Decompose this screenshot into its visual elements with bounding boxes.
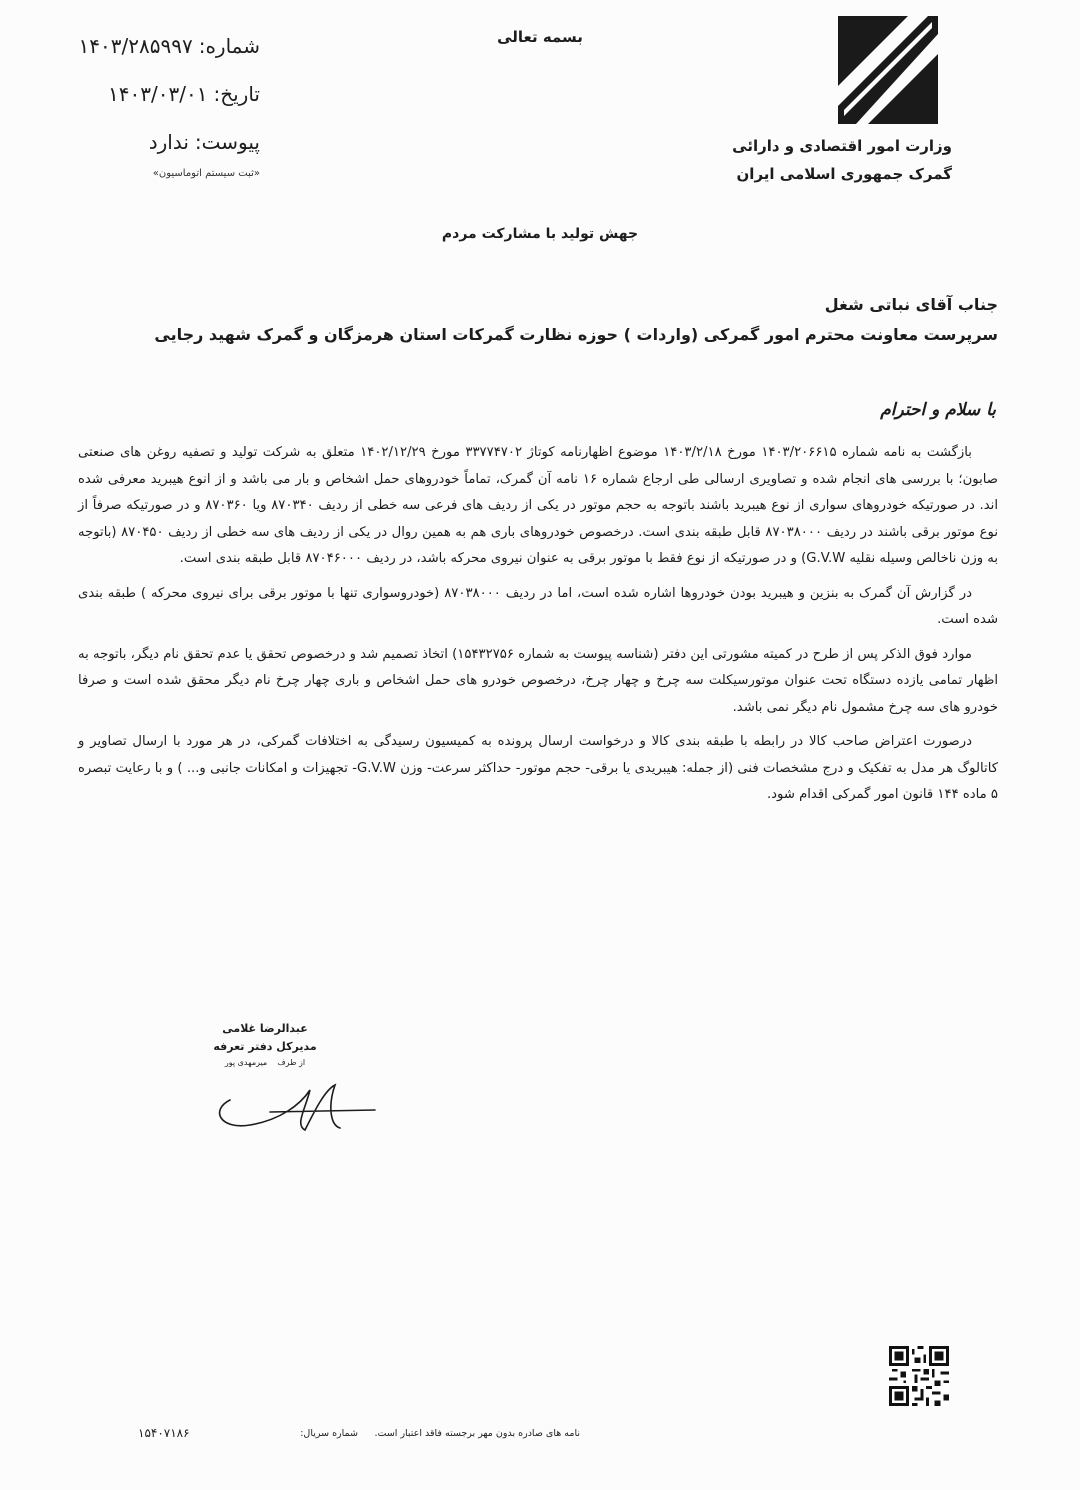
system-note: «ثبت سیستم اتوماسیون»: [152, 168, 260, 179]
serial-label: شماره سریال:: [300, 1428, 358, 1439]
body-paragraph-4: درصورت اعتراض صاحب کالا در رابطه با طبقه بندی کالا و درخواست ارسال پرونده به کمیسیون رسیدگی به اختلافات گمرکی، در هر مورد با ارسال تصاویر و کاتالوگ هر مدل به تفکیک و درج مشخصات فنی (از جمله: هیبریدی یا برقی- حجم موتور- حداکثر سرعت- وزن G.V.W- تجهیزات و امکانات جانبی و... ) و با رعایت تبصره ۵ ماده ۱۴۴ قانون امور گمرکی اقدام شود.: [78, 734, 998, 802]
number-value: ۱۴۰۳/۲۸۵۹۹۷: [78, 34, 193, 58]
letter-body: [78, 440, 998, 817]
attachment-row: [60, 130, 260, 154]
signature-on-behalf: [190, 1056, 340, 1070]
qr-code-icon: [889, 1346, 949, 1406]
body-paragraph-1: بازگشت به نامه شماره ۱۴۰۳/۲۰۶۶۱۵ مورخ ۱۴۰۳/۲/۱۸ موضوع اظهارنامه کوتاژ ۳۳۷۷۴۷۰۲ مورخ ۱۴۰۲/۱۲/۲۹ متعلق به شرکت تولید و تصفیه روغن های صنعتی صابون؛ با بررسی های انجام شده و تصاویری ارسالی طی ارجاع شماره ۱۶ نامه آن گمرک، تماماً خودروهای حمل اشخاص و بار می باشد و از انوع هیبرید معرفی شده اند. در صورتیکه خودروهای سواری از نوع هیبرید باشند باتوجه به حجم موتور در یکی از ردیف های فرعی سه خطی از ردیف ۸۷۰۳۴۰ ویا ۸۷۰۳۶۰ و در صورتیکه صرفاً از نوع موتور برقی باشند در ردیف ۸۷۰۳۸۰۰۰ قابل طبقه بندی است. درخصوص خودروهای باری هم به همین روال در یکی از ردیف های سه خطی از ردیف ۸۷۰۴۵۰ (باتوجه به وزن ناخالص وسیله نقلیه G.V.W) و در صورتیکه از نوع فقط با موتور برقی به عنوان نیروی محرکه باشد، در ردیف ۸۷۰۴۶۰۰۰ قابل طبقه بندی است.: [78, 445, 998, 566]
customs-logo-icon: [838, 16, 938, 124]
on-behalf-label: از طرف: [277, 1058, 306, 1067]
addressee: [98, 290, 998, 350]
deputy-name: میرمهدی پور: [224, 1058, 268, 1067]
slogan: جهش تولید با مشارکت مردم: [441, 226, 639, 242]
number-label: شماره:: [198, 34, 260, 58]
signer-name: عبدالرضا غلامی: [222, 1022, 308, 1035]
date-label: تاریخ:: [213, 82, 260, 106]
body-paragraph-2: در گزارش آن گمرک به بنزین و هیبرید بودن خودروها اشاره شده است، اما در ردیف ۸۷۰۳۸۰۰۰ (خودروسواری تنها با موتور برقی برای نیروی محرکه ) طبقه بندی شده است.: [78, 585, 998, 627]
letter-meta: [60, 34, 260, 179]
greeting: با سلام و احترام: [880, 400, 996, 420]
ministry-line2: گمرک جمهوری اسلامی ایران: [736, 165, 952, 183]
attachment-value: ندارد: [148, 130, 189, 154]
date-row: [60, 82, 260, 106]
footer: [60, 1420, 580, 1460]
signature-block: [190, 1020, 340, 1070]
addressee-line2: سرپرست معاونت محترم امور گمرکی (واردات ) حوزه نظارت گمرکات استان هرمزگان و گمرک شهید رجایی: [154, 325, 998, 344]
ministry-line1: وزارت امور اقتصادی و دارائی: [732, 137, 952, 155]
body-paragraph-3: موارد فوق الذکر پس از طرح در کمیته مشورتی این دفتر (شناسه پیوست به شماره ۱۵۴۳۲۷۵۶) اتخاذ تصمیم شد و درخصوص تحقق یا عدم تحقق نام دیگر، باتوجه به اظهار تمامی یازده دستگاه تحت عنوان موتورسیکلت سه چرخ و چهار چرخ، درخصوص خودرو های حمل اشخاص و باری چهار چرخ نام دیگر محقق شده است و صرفا خودرو های سه چرخ مشمول نام دیگر نمی باشد.: [78, 646, 998, 715]
ministry-heading: [652, 132, 952, 188]
signer-title: مدیرکل دفتر تعرفه: [213, 1040, 317, 1053]
attachment-label: پیوست:: [194, 130, 260, 154]
date-value: ۱۴۰۳/۰۳/۰۱: [108, 82, 208, 106]
bismillah: بسمه تعالی: [497, 28, 583, 46]
number-row: [60, 34, 260, 58]
serial-value: ۱۵۴۰۷۱۸۶: [138, 1426, 190, 1440]
footer-note: نامه های صادره بدون مهر برجسته فاقد اعتبار است.: [374, 1428, 580, 1439]
handwritten-signature-icon: [210, 1070, 380, 1140]
addressee-line1: جناب آقای نباتی شغل: [824, 295, 998, 314]
